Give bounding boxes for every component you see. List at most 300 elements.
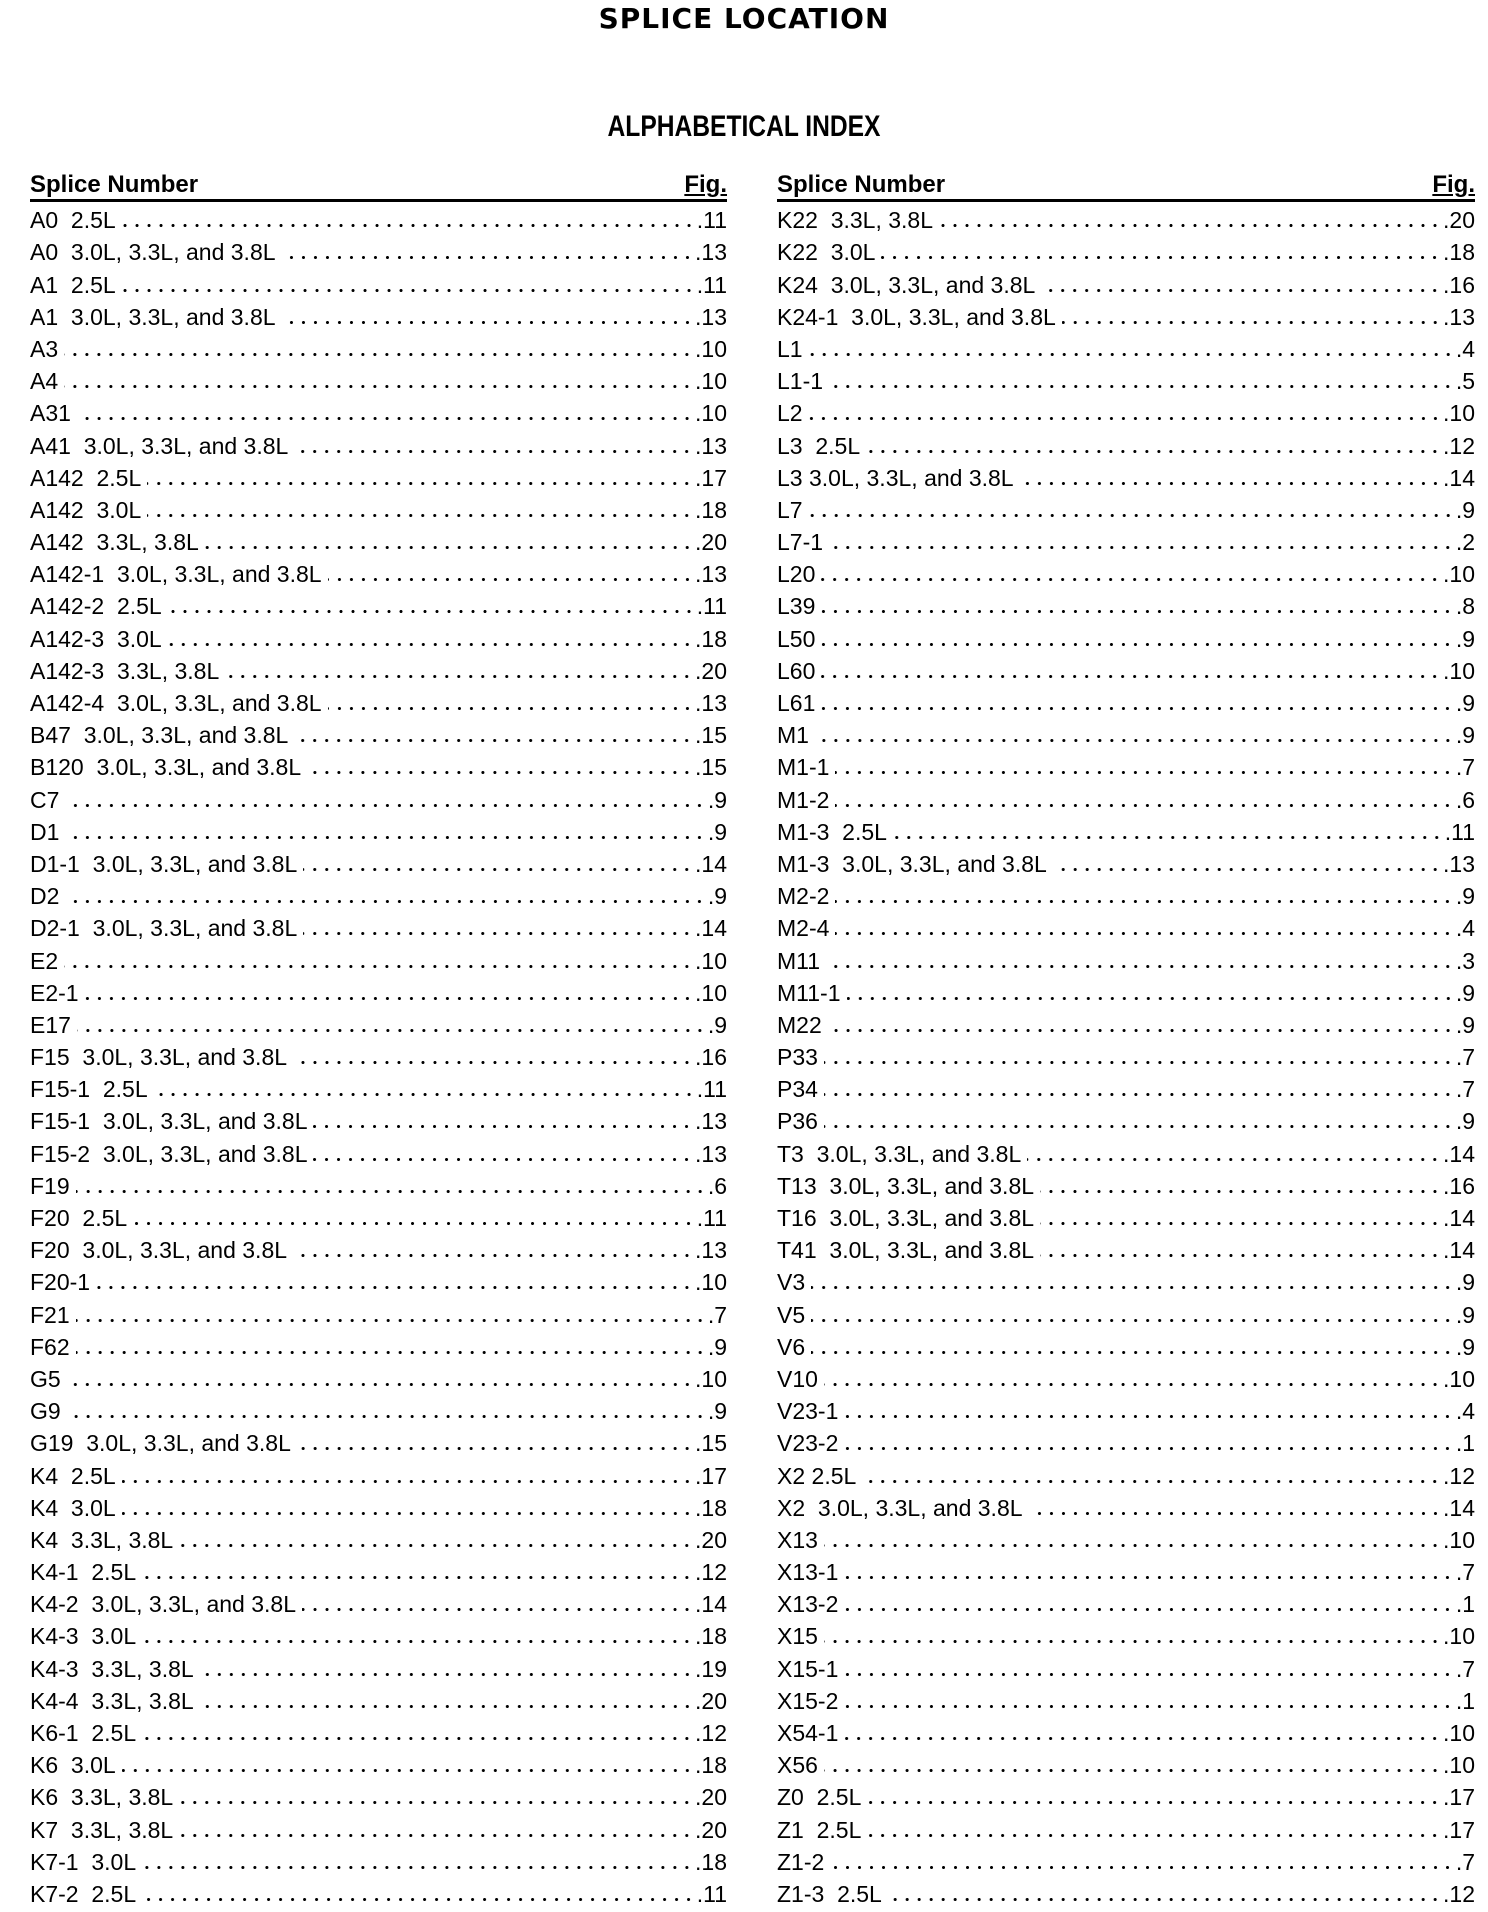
figure-number: .14	[1443, 464, 1475, 491]
index-entry	[777, 977, 1475, 1009]
index-entry	[777, 687, 1475, 719]
figure-number: .10	[1443, 1623, 1475, 1650]
dot-leader	[64, 353, 693, 356]
dot-leader	[824, 1769, 1441, 1772]
splice-number: V23-2	[777, 1430, 839, 1457]
dot-leader	[142, 1737, 693, 1740]
dot-leader	[1027, 1158, 1441, 1161]
figure-number: .12	[1443, 1880, 1475, 1907]
splice-number: A142-2 2.5L	[30, 593, 162, 620]
dot-leader	[1040, 1190, 1441, 1193]
figure-number: .10	[695, 335, 727, 362]
index-entry	[777, 1781, 1475, 1813]
index-column-left	[30, 172, 727, 1910]
splice-number: K7-1 3.0L	[30, 1848, 137, 1875]
figure-number: .16	[1443, 1172, 1475, 1199]
dot-leader	[844, 1576, 1453, 1579]
figure-number: .20	[695, 1784, 727, 1811]
index-entry	[30, 944, 727, 976]
figure-number: .4	[1455, 915, 1475, 942]
splice-number: T13 3.0L, 3.3L, and 3.8L	[777, 1172, 1035, 1199]
dot-leader	[866, 450, 1441, 453]
index-entry	[777, 1459, 1475, 1491]
index-entry	[30, 1878, 727, 1910]
dot-leader	[824, 1061, 1454, 1064]
index-entry	[777, 1846, 1475, 1878]
index-entry	[777, 268, 1475, 300]
dot-leader	[828, 1029, 1454, 1032]
splice-number: M22	[777, 1011, 822, 1038]
figure-number: .14	[1443, 1205, 1475, 1231]
index-entry	[30, 1331, 727, 1363]
index-entry	[777, 1588, 1475, 1620]
figure-number: .10	[695, 400, 727, 427]
figure-number: .9	[707, 1333, 727, 1360]
dot-leader	[294, 450, 693, 453]
index-entry	[30, 526, 727, 558]
dot-leader	[811, 1351, 1454, 1354]
index-entry	[30, 655, 727, 687]
index-entry	[777, 622, 1475, 654]
index-entry	[30, 1781, 727, 1813]
figure-number: .10	[695, 1269, 727, 1296]
index-entry	[777, 301, 1475, 333]
index-entry	[777, 783, 1475, 815]
dot-leader	[811, 1286, 1454, 1289]
index-entry	[777, 944, 1475, 976]
figure-number: .10	[695, 979, 727, 1006]
splice-number: L2	[777, 400, 803, 427]
figure-number: .2	[1455, 529, 1475, 556]
splice-number: V6	[777, 1333, 806, 1360]
figure-number: .1	[1455, 1430, 1475, 1457]
index-entry	[777, 719, 1475, 751]
index-entry	[777, 236, 1475, 268]
dot-leader	[65, 900, 705, 903]
splice-number: F20 3.0L, 3.3L, and 3.8L	[30, 1237, 288, 1264]
figure-number: .20	[1443, 207, 1475, 234]
index-entry	[30, 1846, 727, 1878]
index-entry	[30, 1685, 727, 1717]
dot-leader	[809, 353, 1454, 356]
dot-leader	[147, 482, 693, 485]
index-entry	[777, 1492, 1475, 1524]
splice-number: A142-3 3.3L, 3.8L	[30, 657, 220, 684]
dot-leader	[142, 1576, 693, 1579]
index-rows	[30, 204, 727, 1910]
index-entry	[30, 268, 727, 300]
figure-number: .9	[1455, 883, 1475, 910]
dot-leader	[821, 675, 1441, 678]
figure-number: .13	[695, 432, 727, 459]
index-entry	[30, 1363, 727, 1395]
splice-number: L39	[777, 593, 816, 620]
dot-leader	[133, 1222, 695, 1225]
figure-number: .4	[1455, 335, 1475, 362]
index-entry	[777, 526, 1475, 558]
dot-leader	[328, 578, 693, 581]
figure-number: .9	[707, 786, 727, 813]
dot-leader	[76, 1319, 706, 1322]
index-entry	[777, 1298, 1475, 1330]
dot-leader	[1029, 1512, 1441, 1515]
index-entry	[30, 1266, 727, 1298]
splice-number-header: Splice Number	[777, 171, 946, 198]
figure-number: .13	[695, 1237, 727, 1264]
splice-number: K4-1 2.5L	[30, 1559, 137, 1586]
dot-leader	[821, 707, 1453, 710]
splice-number: K4-2 3.0L, 3.3L, and 3.8L	[30, 1591, 296, 1618]
splice-number: K4-3 3.3L, 3.8L	[30, 1655, 194, 1682]
splice-number: F15-1 3.0L, 3.3L, and 3.8L	[30, 1108, 308, 1135]
dot-leader	[824, 1544, 1441, 1547]
figure-number: .7	[1455, 1076, 1475, 1103]
figure-number: .13	[695, 690, 727, 716]
figure-number: .14	[695, 1591, 727, 1618]
dot-leader	[1053, 868, 1441, 871]
dot-leader	[65, 836, 705, 839]
dot-leader	[76, 1351, 706, 1354]
figure-number: .14	[1443, 1494, 1475, 1521]
index-entry	[30, 1620, 727, 1652]
splice-number: L1-1	[777, 368, 824, 395]
splice-number: P36	[777, 1108, 818, 1135]
dot-leader	[811, 1319, 1454, 1322]
splice-number: A142 2.5L	[30, 464, 142, 491]
index-entry	[30, 1202, 727, 1234]
index-entry	[777, 333, 1475, 365]
dot-leader	[205, 546, 693, 549]
index-entry	[777, 494, 1475, 526]
dot-leader	[1040, 1222, 1441, 1225]
fig-header: Fig.	[684, 171, 727, 198]
index-rows	[777, 204, 1475, 1910]
dot-leader	[77, 417, 693, 420]
dot-leader	[225, 675, 693, 678]
splice-number: V5	[777, 1301, 806, 1328]
figure-number: .9	[707, 818, 727, 845]
column-header	[30, 172, 727, 202]
dot-leader	[867, 1834, 1441, 1837]
splice-number: M1-3 2.5L	[777, 818, 887, 845]
dot-leader	[168, 643, 693, 646]
splice-number: X13-1	[777, 1559, 839, 1586]
figure-number: .20	[695, 1687, 727, 1714]
figure-number: .16	[1443, 271, 1475, 298]
figure-number: .10	[1443, 1720, 1475, 1746]
dot-leader	[76, 1190, 706, 1193]
splice-number: A0 3.0L, 3.3L, and 3.8L	[30, 239, 276, 266]
dot-leader	[96, 1286, 693, 1289]
figure-number: .11	[696, 1076, 727, 1103]
index-entry	[30, 1459, 727, 1491]
dot-leader	[826, 965, 1454, 968]
splice-number: C7	[30, 786, 60, 813]
figure-number: .10	[1443, 1526, 1475, 1553]
dot-leader	[142, 1898, 695, 1901]
dot-leader	[147, 514, 693, 517]
splice-number: K4 3.0L	[30, 1494, 116, 1521]
dot-leader	[85, 997, 693, 1000]
figure-number: .9	[1455, 690, 1475, 716]
splice-number: X2 2.5L	[777, 1462, 857, 1489]
index-entry	[30, 429, 727, 461]
figure-number: .18	[695, 1494, 727, 1521]
splice-number: E2	[30, 947, 59, 974]
figure-number: .9	[707, 1398, 727, 1425]
figure-number: .10	[1443, 1752, 1475, 1779]
dot-leader	[313, 1158, 693, 1161]
splice-number: K6 3.0L	[30, 1752, 116, 1779]
splice-number: D2	[30, 883, 60, 910]
dot-leader	[821, 578, 1441, 581]
index-entry	[777, 590, 1475, 622]
figure-number: .12	[1443, 1462, 1475, 1489]
figure-number: .17	[1443, 1784, 1475, 1811]
figure-number: .17	[695, 1462, 727, 1489]
dot-leader	[122, 224, 695, 227]
splice-number: K22 3.0L	[777, 239, 876, 266]
splice-number: Z1-3 2.5L	[777, 1880, 882, 1907]
dot-leader	[65, 804, 705, 807]
index-entry	[30, 1170, 727, 1202]
figure-number: .7	[1455, 1559, 1475, 1586]
figure-number: .18	[695, 625, 727, 652]
index-entry	[777, 204, 1475, 236]
splice-number: L20	[777, 561, 816, 588]
index-column-right	[777, 172, 1475, 1910]
splice-number: A1 3.0L, 3.3L, and 3.8L	[30, 303, 276, 330]
figure-number: .13	[695, 239, 727, 266]
dot-leader	[307, 771, 693, 774]
figure-number: .10	[1443, 561, 1475, 588]
splice-number: K7 3.3L, 3.8L	[30, 1816, 174, 1843]
figure-number: .18	[695, 496, 727, 523]
index-entry	[777, 1041, 1475, 1073]
dot-leader	[821, 643, 1453, 646]
splice-number: A142-1 3.0L, 3.3L, and 3.8L	[30, 561, 322, 588]
splice-number: D1-1 3.0L, 3.3L, and 3.8L	[30, 850, 298, 877]
splice-number: K6 3.3L, 3.8L	[30, 1784, 174, 1811]
splice-number: A1 2.5L	[30, 271, 116, 298]
splice-number: F15 3.0L, 3.3L, and 3.8L	[30, 1044, 288, 1071]
dot-leader	[282, 321, 693, 324]
splice-number: F15-1 2.5L	[30, 1076, 148, 1103]
splice-number: V3	[777, 1269, 806, 1296]
index-entry	[777, 1363, 1475, 1395]
dot-leader	[824, 1125, 1454, 1128]
splice-number: A142-3 3.0L	[30, 625, 162, 652]
figure-number: .7	[1455, 1848, 1475, 1875]
splice-number: X15	[777, 1623, 818, 1650]
dot-leader	[142, 1640, 693, 1643]
splice-number: K4-3 3.0L	[30, 1623, 137, 1650]
figure-number: .9	[1455, 625, 1475, 652]
splice-number: L61	[777, 690, 816, 716]
figure-number: .9	[1455, 1333, 1475, 1360]
dot-leader	[862, 1480, 1441, 1483]
index-entry	[777, 1331, 1475, 1363]
index-entry	[30, 1073, 727, 1105]
figure-number: .7	[1455, 1655, 1475, 1682]
dot-leader	[294, 739, 693, 742]
index-entry	[30, 912, 727, 944]
figure-number: .11	[1444, 818, 1475, 845]
dot-leader	[179, 1544, 693, 1547]
splice-number: A142 3.3L, 3.8L	[30, 529, 199, 556]
figure-number: .15	[695, 1430, 727, 1457]
figure-number: .9	[1455, 1269, 1475, 1296]
figure-number: .11	[696, 1880, 727, 1907]
dot-leader	[293, 1061, 693, 1064]
index-entry	[30, 1395, 727, 1427]
figure-number: .17	[695, 464, 727, 491]
dot-leader	[835, 900, 1453, 903]
dot-leader	[168, 610, 695, 613]
dot-leader	[282, 256, 693, 259]
figure-number: .7	[1455, 754, 1475, 781]
figure-number: .15	[695, 722, 727, 749]
index-entry	[777, 1009, 1475, 1041]
splice-number: F15-2 3.0L, 3.3L, and 3.8L	[30, 1140, 308, 1167]
figure-number: .7	[707, 1301, 727, 1328]
column-header	[777, 172, 1475, 202]
index-entry	[30, 558, 727, 590]
figure-number: .13	[695, 1108, 727, 1135]
dot-leader	[67, 1415, 706, 1418]
splice-number: A142 3.0L	[30, 496, 142, 523]
index-entry	[777, 751, 1475, 783]
splice-number: L3 2.5L	[777, 432, 861, 459]
figure-number: .12	[695, 1720, 727, 1746]
figure-number: .9	[707, 1011, 727, 1038]
splice-number: Z1-2	[777, 1848, 825, 1875]
index-entry	[777, 816, 1475, 848]
dot-leader	[303, 932, 693, 935]
dot-leader	[835, 771, 1453, 774]
figure-number: .14	[695, 850, 727, 877]
figure-number: .8	[1455, 593, 1475, 620]
index-entry	[777, 880, 1475, 912]
index-entry	[30, 1041, 727, 1073]
figure-number: .13	[1443, 850, 1475, 877]
fig-header: Fig.	[1432, 171, 1475, 198]
splice-number: G5	[30, 1365, 61, 1392]
dot-leader	[844, 1447, 1453, 1450]
splice-number: D2-1 3.0L, 3.3L, and 3.8L	[30, 915, 298, 942]
splice-number: E17	[30, 1011, 71, 1038]
dot-leader	[1041, 289, 1441, 292]
index-entry	[777, 1266, 1475, 1298]
figure-number: .13	[695, 303, 727, 330]
splice-number: M1-2	[777, 786, 830, 813]
splice-number: M2-2	[777, 883, 830, 910]
splice-number: E2-1	[30, 979, 79, 1006]
dot-leader	[844, 1673, 1453, 1676]
index-entry	[30, 1813, 727, 1845]
splice-number: X54-1	[777, 1720, 839, 1746]
index-entry	[30, 494, 727, 526]
dot-leader	[1040, 1254, 1441, 1257]
index-entry	[777, 1749, 1475, 1781]
splice-number: T16 3.0L, 3.3L, and 3.8L	[777, 1205, 1035, 1231]
splice-number: L7	[777, 496, 803, 523]
index-entry	[777, 912, 1475, 944]
splice-number: A31	[30, 400, 71, 427]
dot-leader	[815, 739, 1454, 742]
index-entry	[30, 1492, 727, 1524]
dot-leader	[297, 1447, 693, 1450]
index-entry	[30, 1588, 727, 1620]
dot-leader	[313, 1125, 693, 1128]
figure-number: .3	[1455, 947, 1475, 974]
figure-number: .5	[1455, 368, 1475, 395]
dot-leader	[829, 385, 1454, 388]
index-entry	[777, 1234, 1475, 1266]
figure-number: .10	[1443, 400, 1475, 427]
figure-number: .10	[695, 368, 727, 395]
index-entry	[777, 655, 1475, 687]
figure-number: .19	[695, 1655, 727, 1682]
splice-number: T41 3.0L, 3.3L, and 3.8L	[777, 1237, 1035, 1264]
index-entry	[30, 236, 727, 268]
splice-number: Z1 2.5L	[777, 1816, 862, 1843]
figure-number: .18	[695, 1623, 727, 1650]
dot-leader	[824, 1383, 1441, 1386]
index-entry	[777, 558, 1475, 590]
splice-number: K4 3.3L, 3.8L	[30, 1526, 174, 1553]
splice-number: V23-1	[777, 1398, 839, 1425]
splice-number: B120 3.0L, 3.3L, and 3.8L	[30, 754, 302, 781]
index-entry	[30, 1717, 727, 1749]
figure-number: .12	[1443, 432, 1475, 459]
figure-number: .20	[695, 657, 727, 684]
index-entry	[30, 751, 727, 783]
index-entry	[777, 365, 1475, 397]
index-entry	[30, 397, 727, 429]
splice-number: K4-4 3.3L, 3.8L	[30, 1687, 194, 1714]
splice-number: G19 3.0L, 3.3L, and 3.8L	[30, 1430, 291, 1457]
dot-leader	[179, 1834, 693, 1837]
index-entry	[777, 1137, 1475, 1169]
splice-number: F62	[30, 1333, 70, 1360]
splice-number: X13	[777, 1526, 818, 1553]
splice-number: A41 3.0L, 3.3L, and 3.8L	[30, 432, 289, 459]
index-entry	[30, 1652, 727, 1684]
figure-number: .10	[1443, 657, 1475, 684]
index-entry	[30, 365, 727, 397]
figure-number: .10	[695, 1365, 727, 1392]
dot-leader	[821, 610, 1453, 613]
splice-number: B47 3.0L, 3.3L, and 3.8L	[30, 722, 289, 749]
figure-number: .20	[695, 1526, 727, 1553]
splice-number: A142-4 3.0L, 3.3L, and 3.8L	[30, 690, 322, 716]
index-entry	[30, 848, 727, 880]
dot-leader	[835, 932, 1453, 935]
dot-leader	[302, 1608, 693, 1611]
figure-number: .9	[1455, 496, 1475, 523]
figure-number: .9	[1455, 722, 1475, 749]
figure-number: .18	[1443, 239, 1475, 266]
splice-number: F20 2.5L	[30, 1205, 128, 1231]
splice-number: L7-1	[777, 529, 824, 556]
index-entry	[777, 1427, 1475, 1459]
splice-number: M2-4	[777, 915, 830, 942]
dot-leader	[829, 546, 1454, 549]
dot-leader	[122, 1480, 693, 1483]
dot-leader	[844, 1608, 1453, 1611]
index-entry	[30, 1556, 727, 1588]
